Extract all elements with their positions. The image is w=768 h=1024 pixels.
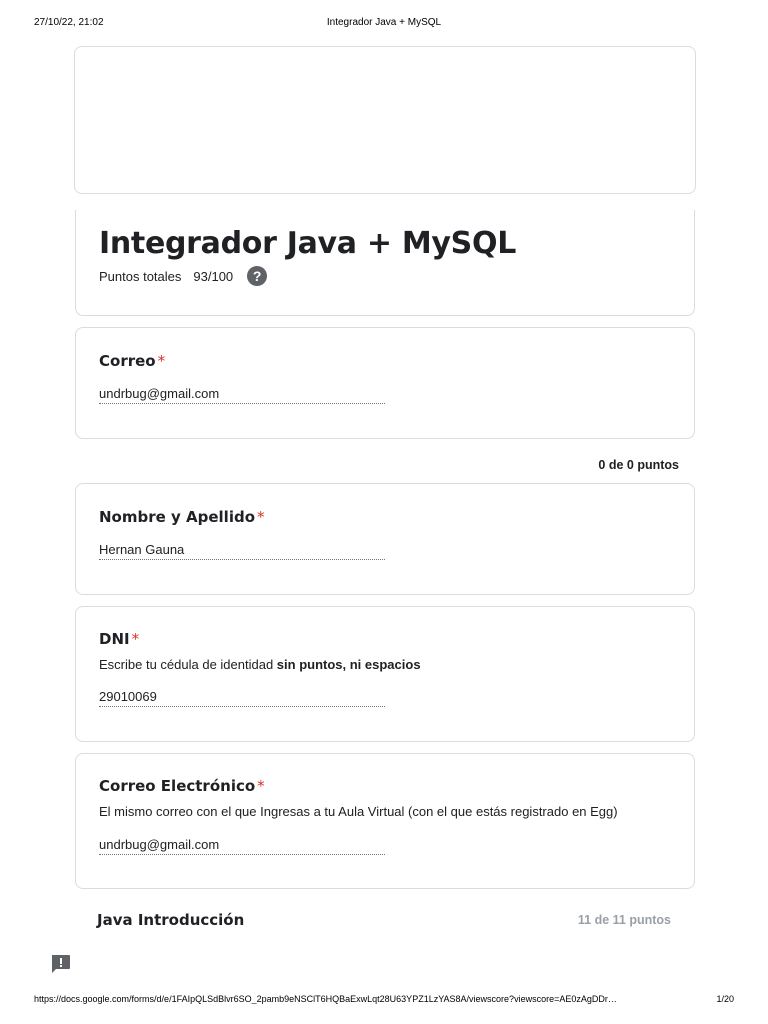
print-page-number: 1/20 bbox=[716, 994, 734, 1004]
total-points-value: 93/100 bbox=[193, 268, 234, 284]
print-title: Integrador Java + MySQL bbox=[326, 17, 442, 28]
description-text: Escribe tu cédula de identidad bbox=[99, 657, 277, 672]
description-bold-text: sin puntos, ni espacios bbox=[276, 657, 421, 672]
form-title-card bbox=[75, 210, 695, 316]
question-title bbox=[99, 352, 165, 370]
question-title bbox=[99, 777, 265, 795]
print-url: https://docs.google.com/forms/d/e/1FAIpQLSdBlvr6SO_2pamb9eNSClT6HQBaExwLqt28U63YPZ1LzYAS8A/viewscore?viewscore=AE0zAgDDr… bbox=[34, 994, 617, 1004]
question-title-text: DNI bbox=[99, 630, 130, 648]
required-asterisk: * bbox=[257, 508, 265, 526]
total-points-label: Puntos totales bbox=[99, 268, 182, 284]
question-card-nombre bbox=[75, 483, 695, 595]
print-datetime: 27/10/22, 21:02 bbox=[34, 17, 104, 28]
required-asterisk: * bbox=[131, 630, 140, 648]
header-banner-card bbox=[74, 46, 696, 194]
question-card-correo bbox=[75, 327, 695, 439]
answer-text: Hernan Gauna bbox=[99, 542, 385, 560]
print-header bbox=[0, 17, 768, 31]
form-title: Integrador Java + MySQL bbox=[99, 226, 517, 261]
question-description: El mismo correo con el que Ingresas a tu Aula Virtual (con el que estás registrado en Egg) bbox=[99, 804, 618, 819]
answer-text: undrbug@gmail.com bbox=[99, 386, 385, 404]
question-title-text: Correo Electrónico bbox=[99, 777, 256, 795]
section-title: Java Introducción bbox=[97, 911, 245, 929]
question-title-text: Nombre y Apellido bbox=[99, 508, 256, 526]
question-description bbox=[99, 657, 421, 672]
question-title bbox=[99, 508, 265, 526]
question-card-correo-electronico bbox=[75, 753, 695, 889]
question-title-text: Correo bbox=[99, 352, 156, 370]
question-card-dni bbox=[75, 606, 695, 742]
feedback-icon[interactable] bbox=[50, 954, 71, 972]
section-points-muted: 11 de 11 puntos bbox=[577, 913, 671, 927]
required-asterisk: * bbox=[257, 777, 265, 795]
required-asterisk: * bbox=[157, 352, 166, 370]
help-circle-icon[interactable]: ? bbox=[247, 266, 267, 286]
total-points-row bbox=[99, 266, 267, 286]
question-title bbox=[99, 630, 139, 648]
section-points: 0 de 0 puntos bbox=[598, 458, 679, 472]
answer-text: 29010069 bbox=[99, 689, 385, 707]
answer-text: undrbug@gmail.com bbox=[99, 837, 385, 855]
